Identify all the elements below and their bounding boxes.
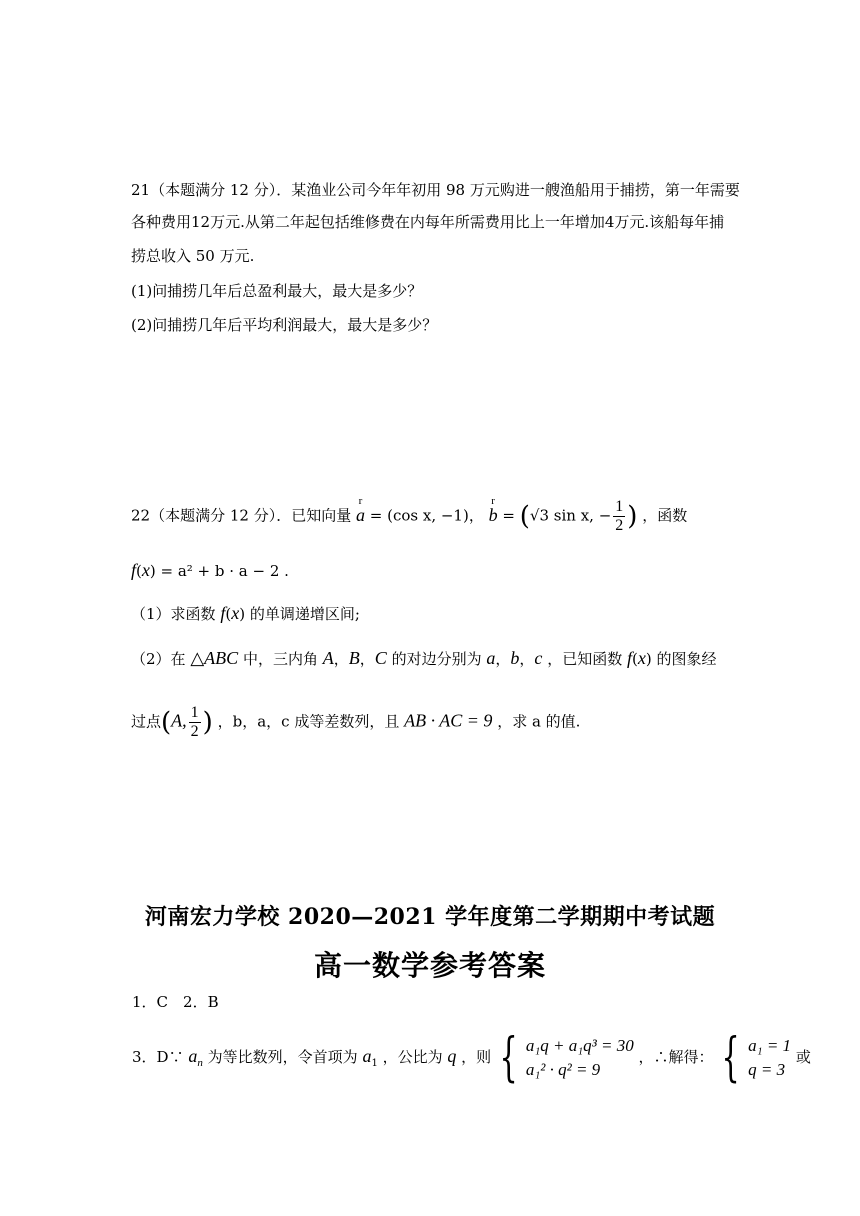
q21-line-3: 捞总收入 50 万元.: [131, 247, 255, 265]
subject-title: 高一数学参考答案: [313, 949, 546, 982]
q22-part-2-cont: 过点(A, $\frac{1}{2}$ ) ，b，a，c 成等差数列，且 AB · AC = 9 ，求 a 的值.: [131, 704, 581, 740]
q22-part-1: （1）求函数 f(x) 的单调递增区间;: [131, 603, 360, 623]
triangle-abc: △ABC: [190, 648, 239, 668]
vector-b: b r: [488, 494, 498, 525]
q22-intro-line: [131, 494, 688, 535]
paren-open: (: [519, 501, 530, 532]
brace-1: {: [499, 1028, 518, 1088]
fraction-half-2: $\frac{1}{2}$: [190, 704, 199, 740]
point-a: A,: [171, 710, 187, 731]
vector-b-eq: =: [502, 506, 515, 525]
f-definition: = a² + b · a − 2 .: [160, 562, 289, 580]
dot-product: AB · AC = 9: [404, 710, 493, 731]
brace-2: {: [721, 1028, 740, 1088]
answer-1-2: 1．C 2．B: [132, 993, 219, 1011]
f-of-x: f: [220, 603, 226, 623]
q21-part-2: (2)问捕捞几年后平均利润最大，最大是多少？: [131, 316, 438, 334]
q21-line-2: 各种费用12万元.从第二年起包括维修费在内每年所需费用比上一年增加4万元.该船每年捕: [131, 213, 725, 231]
q21-line-1: 21（本题满分 12 分）．某渔业公司今年年初用 98 万元购进一艘渔船用于捕捞，第一年需要: [131, 181, 740, 199]
answer-3: 3．D∵ $a_n$ 为等比数列，令首项为 $a_1$ ，公比为 q ，则 { a₁q + a₁q³ = 30 a₁² · q² = 9 ，∴解得： { a₁ = 1 q = 3 或: [132, 1028, 811, 1088]
equation-system-2: a₁ = 1 q = 3: [748, 1036, 792, 1079]
f-symbol: f: [131, 560, 137, 580]
q22-function-def: f(x) = a² + b · a − 2 .: [131, 560, 289, 580]
paren-close: ): [627, 501, 638, 532]
func-word: ，函数: [642, 506, 688, 525]
q21-part-1: (1)问捕捞几年后总盈利最大，最大是多少？: [131, 282, 423, 300]
school-title: 河南宏力学校 2020—2021 学年度第二学期期中考试题: [144, 904, 716, 930]
q22-intro: 22（本题满分 12 分）．已知向量: [131, 506, 352, 525]
vector-b-value: √3 sin x, −: [529, 506, 612, 525]
q22-part-2: （2）在 △ABC 中，三内角 A，B，C 的对边分别为 a，b，c ，已知函数 f(x) 的图象经: [131, 648, 717, 668]
vector-a: a r: [356, 494, 365, 525]
equation-system-1: a₁q + a₁q³ = 30 a₁² · q² = 9: [525, 1036, 634, 1079]
vector-a-value: = (cos x, −1)，: [369, 506, 484, 525]
fraction-half: $\frac{1}{2}$: [615, 498, 624, 534]
